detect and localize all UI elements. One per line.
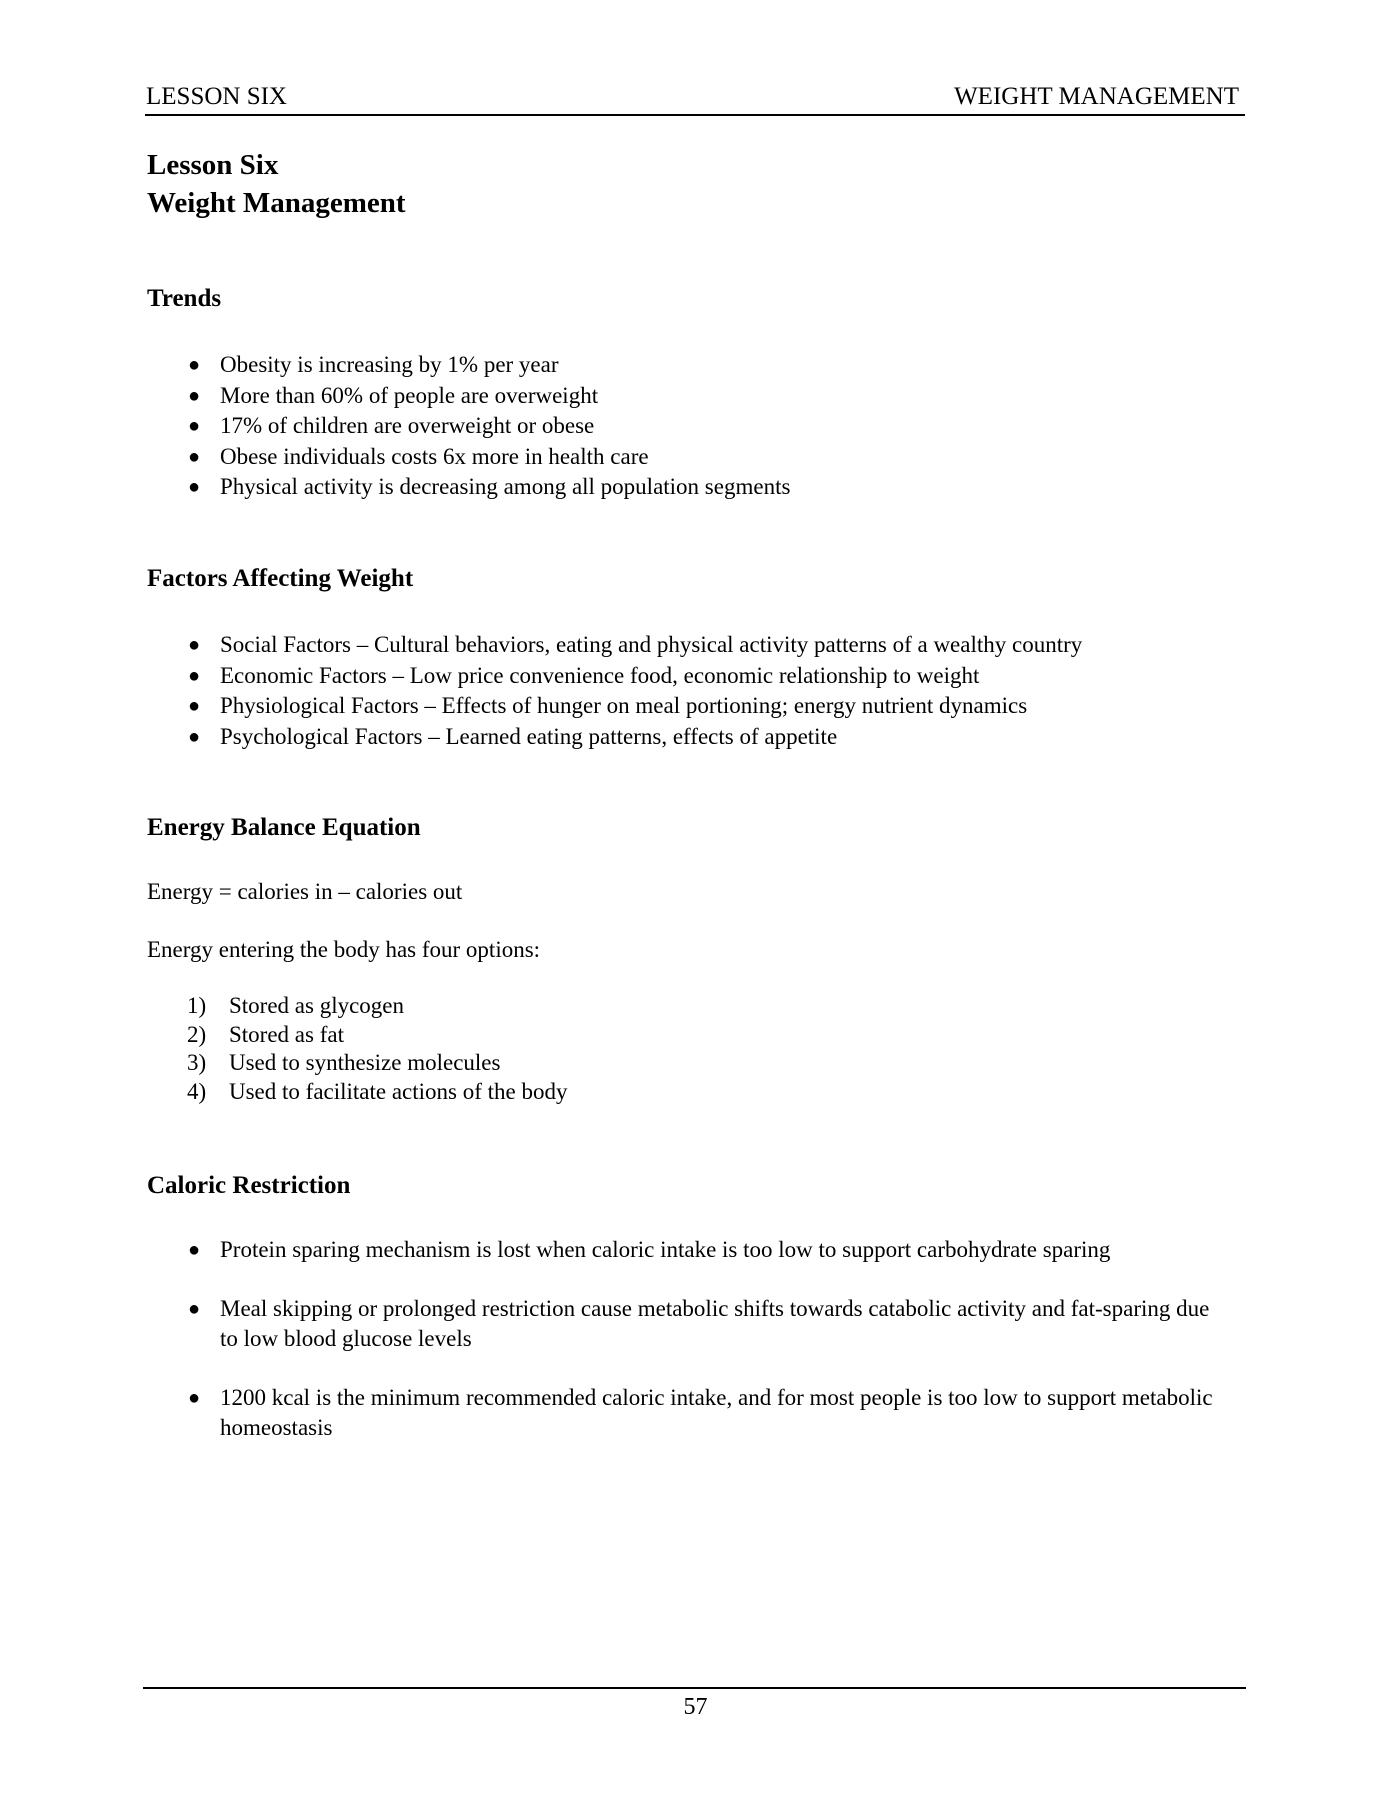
- list-item: ● Physical activity is decreasing among all population segments: [0, 472, 1220, 503]
- caloric-list: [0, 1235, 1220, 1472]
- bullet-icon: ●: [188, 1297, 201, 1320]
- list-item: ● Economic Factors – Low price convenience food, economic relationship to weight: [0, 661, 1220, 692]
- list-item: ● 17% of children are overweight or obese: [0, 411, 1220, 442]
- list-item: 4) Used to facilitate actions of the body: [187, 1078, 568, 1104]
- list-item: 3) Used to synthesize molecules: [187, 1050, 501, 1075]
- list-item: ● Obesity is increasing by 1% per year: [0, 350, 1220, 381]
- bullet-icon: ●: [188, 476, 201, 498]
- bullet-icon: ●: [188, 695, 201, 717]
- bullet-icon: ●: [188, 354, 201, 376]
- page-number: 57: [683, 1694, 708, 1720]
- bullet-icon: ●: [188, 1386, 201, 1409]
- energy-equation: Energy = calories in – calories out: [147, 879, 463, 904]
- bullet-icon: ●: [188, 725, 201, 748]
- footer-divider: [143, 1687, 1246, 1689]
- running-header: [145, 80, 1245, 116]
- list-item: ● Protein sparing mechanism is lost when caloric intake is too low to support carbohydrate sparing: [0, 1235, 1220, 1266]
- list-item: ● Obese individuals costs 6x more in health care: [0, 442, 1220, 473]
- title-line-lesson: Lesson Six: [147, 149, 279, 181]
- bullet-icon: ●: [188, 664, 201, 687]
- bullet-icon: ●: [188, 384, 201, 407]
- list-item: ● Social Factors – Cultural behaviors, eating and physical activity patterns of a wealthy country: [0, 630, 1220, 661]
- caloric-heading: Caloric Restriction: [147, 1172, 351, 1199]
- list-item: 1) Stored as glycogen: [187, 993, 405, 1018]
- energy-intro: Energy entering the body has four options:: [147, 937, 541, 962]
- bullet-icon: ●: [188, 415, 201, 437]
- bullet-icon: ●: [188, 445, 201, 468]
- title-line-topic: Weight Management: [147, 187, 406, 219]
- list-item: ● Physiological Factors – Effects of hunger on meal portioning; energy nutrient dynamics: [0, 691, 1220, 722]
- list-item: ● Meal skipping or prolonged restriction cause metabolic shifts towards catabolic activity and fat-sparing due to low blood glucose levels: [188, 1295, 1210, 1351]
- bullet-icon: ●: [188, 1239, 201, 1261]
- energy-options-list: [0, 992, 568, 1106]
- page-title: [147, 146, 406, 222]
- factors-heading: Factors Affecting Weight: [147, 565, 414, 592]
- trends-heading: Trends: [147, 285, 222, 312]
- list-item: ● Psychological Factors – Learned eating patterns, effects of appetite: [0, 722, 1220, 753]
- header-topic-label: WEIGHT MANAGEMENT: [954, 83, 1239, 110]
- factors-list: [0, 630, 1220, 752]
- list-item: 2) Stored as fat: [187, 1021, 344, 1047]
- trends-list: [0, 350, 1220, 503]
- list-item: ● More than 60% of people are overweight: [0, 381, 1220, 412]
- list-item: ● 1200 kcal is the minimum recommended caloric intake, and for most people is too low to support metabolic homeostasis: [188, 1384, 1213, 1440]
- energy-heading: Energy Balance Equation: [147, 814, 421, 841]
- header-lesson-label: LESSON SIX: [146, 83, 287, 110]
- bullet-icon: ●: [188, 634, 201, 656]
